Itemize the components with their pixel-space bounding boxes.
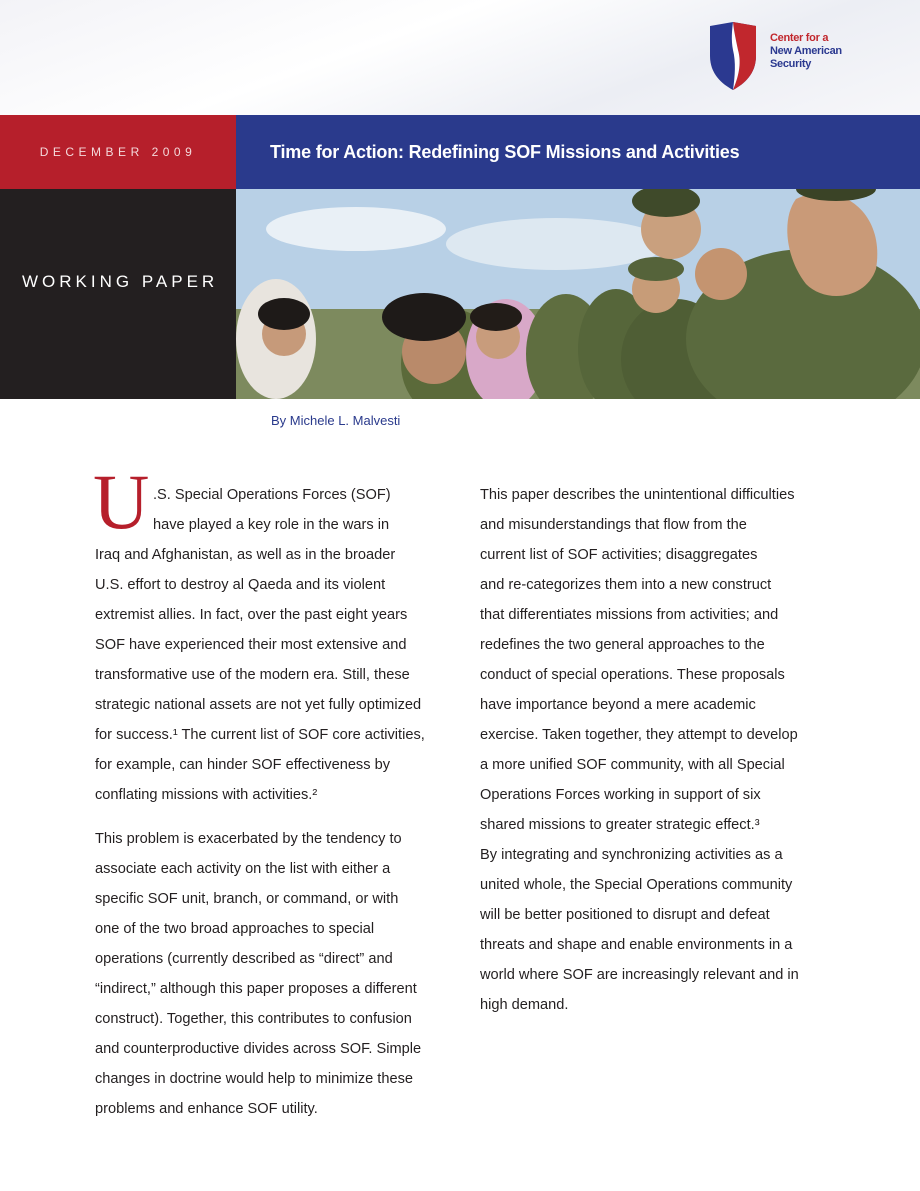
text-line: one of the two broad approaches to special bbox=[95, 921, 375, 937]
text-line: Iraq and Afghanistan, as well as in the broader bbox=[95, 547, 396, 563]
text-line: conduct of special operations. These proposals bbox=[480, 667, 785, 683]
text-line: and re-categorizes them into a new construct bbox=[480, 577, 772, 593]
text-line: associate each activity on the list with either a bbox=[95, 861, 391, 877]
shield-icon bbox=[708, 22, 758, 90]
logo-wordmark bbox=[770, 32, 860, 71]
text-line: conflating missions with activities.² bbox=[95, 787, 318, 803]
date-banner bbox=[0, 115, 236, 189]
text-line: problems and enhance SOF utility. bbox=[95, 1101, 318, 1117]
byline: By Michele L. Malvesti bbox=[271, 413, 401, 428]
text-line: extremist allies. In fact, over the past eight years bbox=[95, 607, 408, 623]
publication-date: DECEMBER 2009 bbox=[39, 145, 197, 159]
text-line: By integrating and synchronizing activities as a bbox=[480, 847, 783, 863]
logo-line-3: Security bbox=[770, 58, 812, 70]
text-line: and misunderstandings that flow from the bbox=[480, 517, 747, 533]
text-line: and counterproductive divides across SOF. Simple bbox=[95, 1041, 422, 1057]
text-line: threats and shape and enable environments in a bbox=[480, 937, 793, 953]
text-line: .S. Special Operations Forces (SOF) bbox=[153, 487, 391, 503]
text-line: This paper describes the unintentional difficulties bbox=[480, 487, 795, 503]
text-line: have importance beyond a mere academic bbox=[480, 697, 756, 713]
paragraph-1 bbox=[95, 480, 440, 810]
text-line: transformative use of the modern era. Still, these bbox=[95, 667, 410, 683]
title-banner bbox=[236, 115, 920, 189]
logo-line-2: New American bbox=[770, 45, 842, 57]
logo-line-1: Center for a bbox=[770, 32, 829, 44]
doc-type-label: WORKING PAPER bbox=[22, 272, 219, 291]
text-line: world where SOF are increasingly relevant and in bbox=[480, 967, 799, 983]
cover-photo bbox=[236, 189, 920, 399]
text-line: shared missions to greater strategic effect.³ bbox=[480, 817, 760, 833]
left-column bbox=[95, 480, 440, 1124]
text-line: a more unified SOF community, with all Special bbox=[480, 757, 785, 773]
paragraph-2 bbox=[95, 824, 440, 1124]
text-line: for success.¹ The current list of SOF core activities, bbox=[95, 727, 425, 743]
cnas-logo bbox=[708, 20, 858, 92]
doc-type-panel bbox=[0, 189, 236, 399]
text-line: have played a key role in the wars in bbox=[153, 517, 390, 533]
drop-cap: U bbox=[93, 458, 150, 545]
text-line: SOF have experienced their most extensive and bbox=[95, 637, 407, 653]
paper-title: Time for Action: Redefining SOF Missions and Activities bbox=[270, 141, 740, 162]
text-line: construct). Together, this contributes to confusion bbox=[95, 1011, 412, 1027]
text-line: U.S. effort to destroy al Qaeda and its violent bbox=[95, 577, 386, 593]
text-line: strategic national assets are not yet fully optimized bbox=[95, 697, 422, 713]
text-line: high demand. bbox=[480, 997, 569, 1013]
text-line: will be better positioned to disrupt and defeat bbox=[480, 907, 770, 923]
text-line: redefines the two general approaches to the bbox=[480, 637, 765, 653]
text-line: united whole, the Special Operations community bbox=[480, 877, 793, 893]
text-line: Operations Forces working in support of six bbox=[480, 787, 761, 803]
text-line: “indirect,” although this paper proposes a different bbox=[95, 981, 417, 997]
text-line: specific SOF unit, branch, or command, or with bbox=[95, 891, 399, 907]
text-line: operations (currently described as “direct” and bbox=[95, 951, 393, 967]
text-line: current list of SOF activities; disaggregates bbox=[480, 547, 758, 563]
text-line: for example, can hinder SOF effectiveness by bbox=[95, 757, 390, 773]
paragraph-spacer bbox=[95, 810, 440, 824]
text-line: changes in doctrine would help to minimize these bbox=[95, 1071, 413, 1087]
text-line: that differentiates missions from activities; and bbox=[480, 607, 779, 623]
text-line: This problem is exacerbated by the tendency to bbox=[95, 831, 402, 847]
right-column bbox=[480, 480, 825, 1020]
cover-photo-illustration bbox=[236, 189, 920, 399]
text-line: exercise. Taken together, they attempt to develop bbox=[480, 727, 798, 743]
